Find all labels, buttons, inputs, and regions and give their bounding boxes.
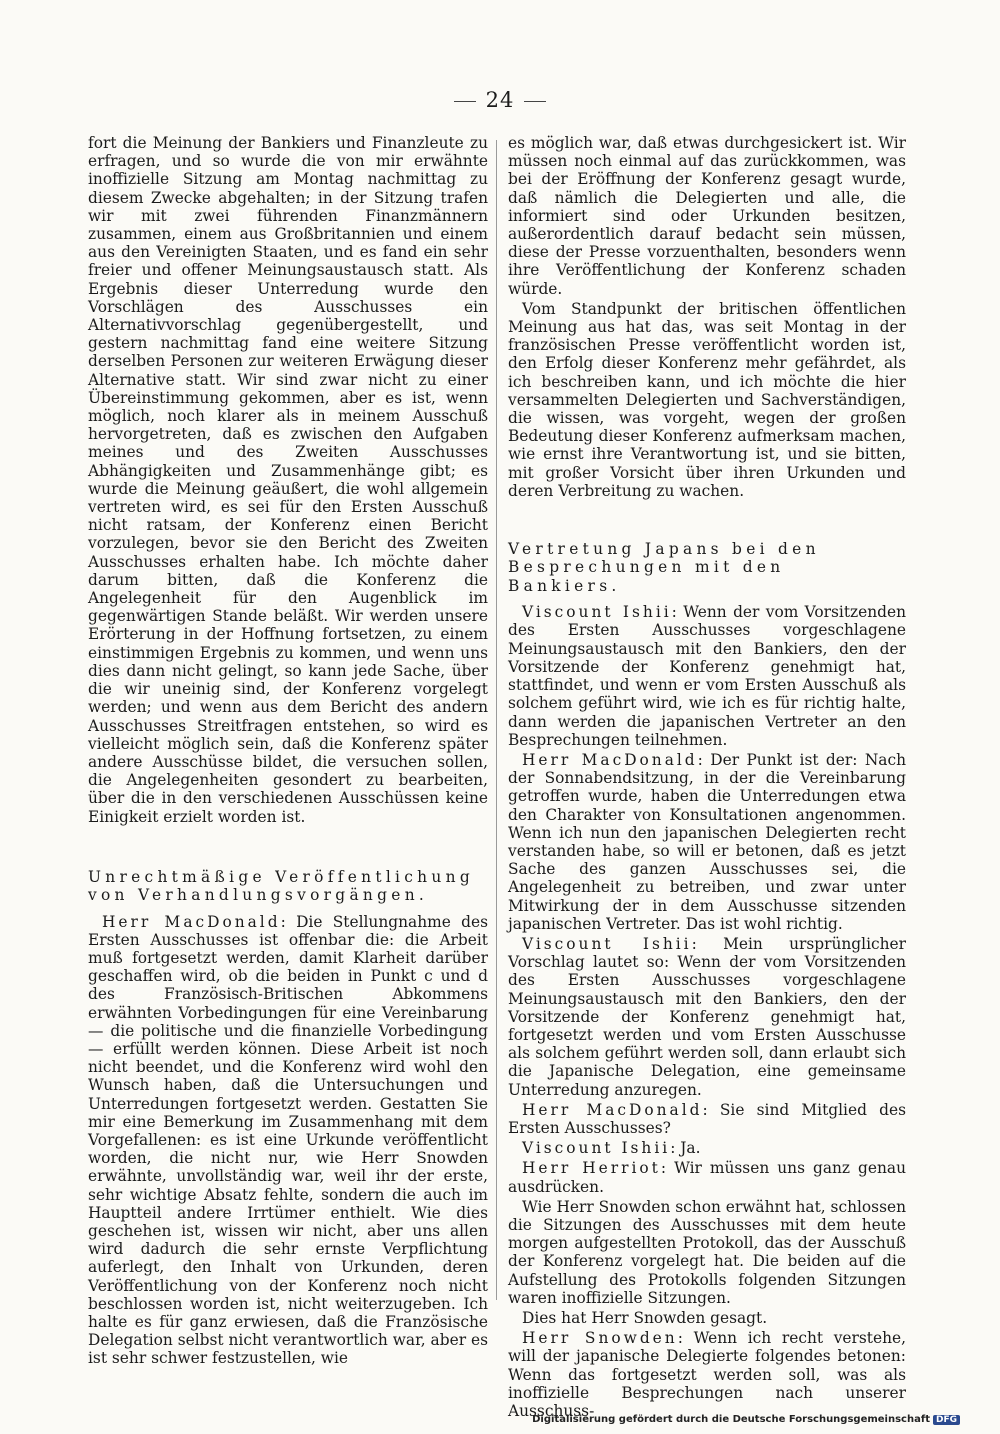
right-paragraph-8: Herr Herriot: Wir müssen uns ganz genau ausdrücken. — [508, 1159, 906, 1196]
column-divider — [496, 140, 497, 1300]
speaker-name: Viscount Ishii — [522, 603, 672, 622]
left-section-heading: Unrechtmäßige Veröffentlichung von Verhandlungsvorgängen. — [88, 867, 474, 905]
left-column — [88, 134, 488, 1368]
right-paragraph-5: Viscount Ishii: Mein ursprünglicher Vorschlag lautet so: Wenn der vom Vorsitzenden des Ersten Ausschusses vorgeschlagene Meinungsaustausch mit den Bankiers, den der Vorsitzende der Konferenz genehmigt hat, fortgesetzt werden und vom Ersten Ausschusse als solchem geführt werden soll, dann erlaubt sich die Japanische Delegation, eine gemeinsame Unterredung anzuregen. — [508, 934, 906, 1099]
right-paragraph-10: Dies hat Herr Snowden gesagt. — [522, 1309, 768, 1327]
footer-credit: Digitalisierung gefördert durch die Deutsche Forschungsgemeinschaft DFG — [532, 1414, 960, 1425]
speaker-name: Viscount Ishii — [522, 934, 692, 953]
page-number-dash-right — [524, 101, 546, 102]
speaker-name: Herr MacDonald — [522, 750, 698, 769]
right-paragraph-2: Vom Standpunkt der britischen öffentlichen Meinung aus hat das, was seit Montag in der französischen Presse veröffentlicht worden ist, den Erfolg dieser Konferenz mehr gefährdet, als ich beschreiben kann, und ich möchte die hier versammelten Delegierten und Sachverständigen, die wissen, was vorgeht, wegen der großen Bedeutung dieser Konferenz aufmerksam machen, wie ernst ihre Verantwortung ist, und sie bitten, mit großer Vorsicht über ihren Urkunden und deren Verbreitung zu wachen. — [508, 299, 906, 500]
left-paragraph-1: fort die Meinung der Bankiers und Finanzleute zu erfragen, und so wurde die von mir erwähnte inoffizielle Sitzung am Montag nachmittag zu diesem Zwecke abgehalten; in der Sitzung trafen wir mit zwei führenden Finanzmännern zusammen, einem aus Großbritannien und einem aus den Vereinigten Staaten, und es fand ein sehr freier und offener Meinungsaustausch statt. Als Ergebnis dieser Unterredung wurde den Vorschlägen des Ausschusses ein Alternativvorschlag gegenübergestellt, und gestern nachmittag fand eine weitere Sitzung derselben Personen zur weiteren Erwägung dieser Alternative statt. Wir sind zwar nicht zu einer Übereinstimmung gekommen, aber es ist, wenn möglich, noch klarer als in meinem Ausschuß hervorgetreten, daß es zwischen den Aufgaben meines und des Zweiten Ausschusses Abhängigkeiten und Zusammenhänge gibt; es wurde die Meinung geäußert, die wohl allgemein vertreten wird, es sei für den Ersten Ausschuß nicht ratsam, der Konferenz einen Bericht vorzulegen, bevor sie den Bericht des Zweiten Ausschusses erhalten habe. Ich möchte daher darum bitten, daß die Konferenz die Angelegenheit für den Augenblick im gegenwärtigen Stande beläßt. Wir werden unsere Erörterung in der Hoffnung fortsetzen, zu einem einstimmigen Ergebnis zu kommen, und wenn uns dies dann nicht gelingt, so kann jede Sache, über die wir uneinig sind, der Konferenz vorgelegt werden; und wenn aus dem Bericht des andern Ausschusses Streitfragen entstehen, so wird es vielleicht möglich sein, daß die Konferenz später andere Ausschüsse bildet, die versuchen sollen, die Angelegenheiten gesondert zu bearbeiten, über die in den verschiedenen Ausschüssen keine Einigkeit erzielt worden ist. — [88, 134, 488, 826]
right-paragraph-3: Viscount Ishii: Wenn der vom Vorsitzenden des Ersten Ausschusses vorgeschlagene Meinungsaustausch mit den Bankiers, den der Vorsitzende der Konferenz genehmigt hat, stattfindet, und wenn er vom Ersten Ausschuß als solchem geführt wird, wie ich es für richtig halte, dann werden die japanischen Vertreter an den Besprechungen teilnehmen. — [508, 603, 907, 749]
speaker-name: Herr Herriot — [522, 1159, 661, 1178]
speaker-name: Herr MacDonald — [102, 912, 281, 931]
speaker-name: Herr Snowden — [522, 1329, 678, 1348]
right-paragraph-9: Wie Herr Snowden schon erwähnt hat, schlossen die Sitzungen des Ausschusses mit dem heute morgen aufgestellten Protokoll, das der Ausschuß der Konferenz vorgelegt hat. Die beiden auf die Aufstellung des Protokolls folgenden Sitzungen waren inoffizielle Sitzungen. — [508, 1197, 906, 1307]
right-paragraph-7: Viscount Ishii: Ja. — [522, 1139, 701, 1158]
right-paragraph-4: Herr MacDonald: Der Punkt ist der: Nach der Sonnabendsitzung, in der die Vereinbarung getroffen wurde, haben die Unterredungen etwa den Charakter von Konsultationen angenommen. Wenn ich nun den japanischen Delegierten recht verstanden habe, so will er betonen, daß es jetzt Sache des ganzen Ausschusses sei, die Angelegenheit zu betreiben, und zwar unter Mitwirkung der in dem Ausschusse sitzenden japanischen Vertreter. Das ist wohl richtig. — [508, 750, 906, 933]
right-column — [508, 134, 906, 1420]
speaker-name: Herr MacDonald — [522, 1100, 703, 1119]
right-section-heading: Vertretung Japans bei den Besprechungen mit den Bankiers. — [508, 540, 820, 595]
page-number: 24 — [0, 88, 1000, 112]
right-paragraph-1: es möglich war, daß etwas durchgesickert ist. Wir müssen noch einmal auf das zurückkommen, was bei der Eröffnung der Konferenz gesagt wurde, daß nämlich die Delegierten und alle, die informiert sind oder Urkunden besitzen, außerordentlich darauf bedacht sein müssen, diese der Presse vorzuenthalten, besonders wenn ihre Veröffentlichung der Konferenz schaden würde. — [508, 134, 906, 298]
right-paragraph-11: Herr Snowden: Wenn ich recht verstehe, will der japanische Delegierte folgendes betonen: Wenn das fortgesetzt werden soll, was als inoffizielle Besprechungen nach unserer Ausschuss- — [508, 1329, 907, 1421]
dfg-logo: DFG — [933, 1415, 960, 1425]
speaker-name: Viscount Ishii — [522, 1139, 671, 1158]
left-paragraph-2: Herr MacDonald: Die Stellungnahme des Ersten Ausschusses ist offenbar die: die Arbeit muß fortgesetzt werden, damit Klarheit darüber geschaffen wird, ob die beiden in Punkt c und d des Französisch-Britischen Abkommens erwähnten Vorbedingungen für eine Vereinbarung — die politische und die finanzielle Vorbedingung — erfüllt werden können. Diese Arbeit ist noch nicht beendet, und die Konferenz wird wohl den Wunsch haben, daß die Untersuchungen und Unterredungen fortgesetzt werden. Gestatten Sie mir eine Bemerkung im Zusammenhang mit dem Vorgefallenen: es ist eine Urkunde veröffentlicht worden, die nicht nur, wie Herr Snowden erwähnte, unvollständig war, weil ihr der erste, sehr wichtige Absatz fehlte, sondern die auch im Hauptteil andere Irrtümer enthielt. Wie dies geschehen ist, wissen wir nicht, aber uns allen wird dadurch die sehr ernste Verpflichtung auferlegt, den Inhalt von Urkunden, deren Veröffentlichung von der Konferenz noch nicht beschlossen worden ist, nicht weiterzugeben. Ich halte es für ganz erwiesen, daß die Französische Delegation selbst nicht verantwortlich war, aber es ist sehr schwer festzustellen, wie — [88, 912, 488, 1368]
right-paragraph-6: Herr MacDonald: Sie sind Mitglied des Ersten Ausschusses? — [508, 1100, 906, 1137]
page-number-dash-left — [454, 101, 476, 102]
